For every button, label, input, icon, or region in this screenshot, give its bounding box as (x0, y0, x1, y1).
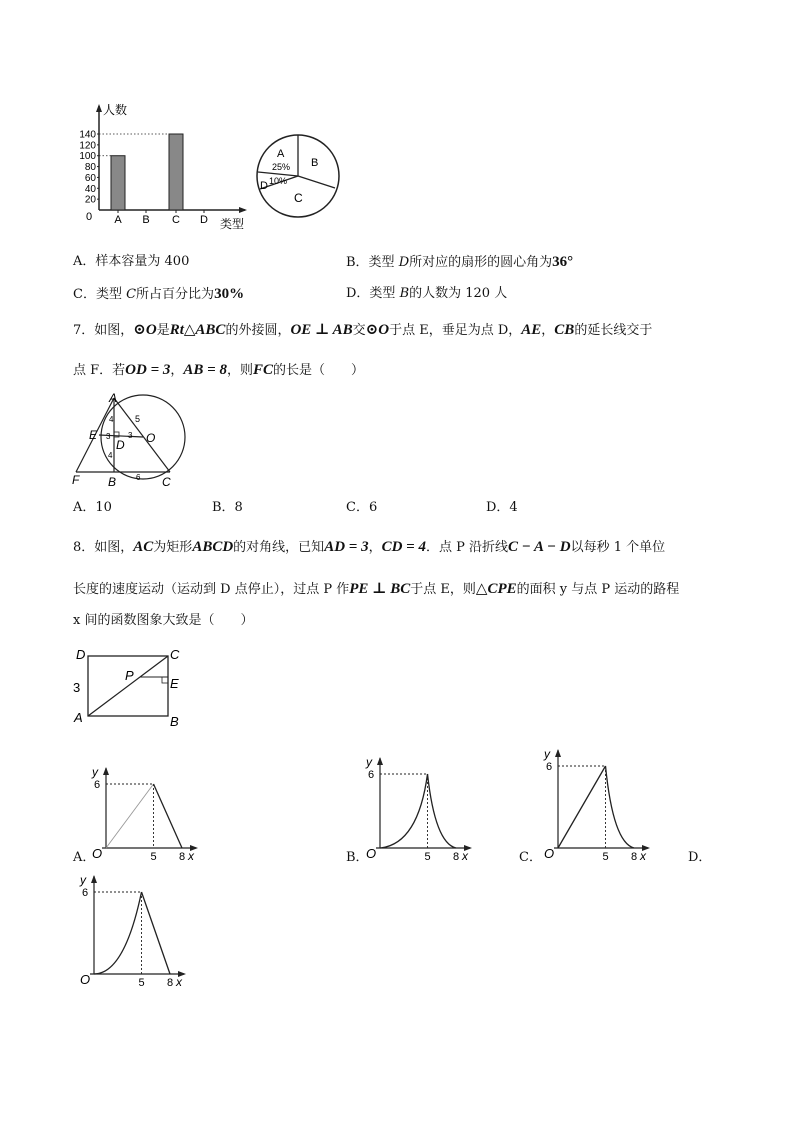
graph-curve-fall (606, 766, 635, 848)
graph-six-label: 6 (368, 769, 375, 781)
q8-stem-line3: x 间的函数图象大致是（ ） (73, 613, 254, 628)
graph-five-label: 5 (150, 851, 157, 862)
bar-y-tick-label: 120 (79, 140, 96, 152)
graph-y-label: y (92, 765, 98, 779)
q8-rectangle-figure (70, 644, 195, 736)
pie-chart (255, 132, 345, 222)
q8-label-c: C (170, 647, 180, 662)
pie-label-d-pct: 10% (269, 176, 288, 186)
graph-five-label: 5 (424, 851, 431, 862)
q6-option-c: C．类型 C所占百分比为30% (73, 286, 245, 302)
graph-x-label: x (188, 849, 194, 862)
q8-option-a-letter: A． (73, 850, 96, 865)
graph-x-label: x (176, 975, 182, 988)
q8-graph-b (362, 752, 487, 862)
q8-label-b: B (170, 714, 179, 729)
graph-curve-rise (94, 892, 142, 974)
q8-right-angle (162, 677, 168, 683)
bar-y-arrow (96, 104, 102, 112)
q7-note-4b: 4 (108, 451, 113, 460)
graph-y-label: y (544, 747, 550, 761)
bar-y-tick-label: 100 (79, 151, 96, 163)
bar-y-tick-label: 140 (79, 129, 96, 141)
graph-origin-label: O (80, 972, 91, 987)
q7-note-6: 6 (136, 473, 141, 482)
q7-option-a: A．10 (73, 500, 112, 515)
q7-option-b: B．8 (212, 500, 243, 515)
bar-y-label: 人数 (103, 103, 128, 117)
q8-stem-line1: 8．如图，AC为矩形ABCD的对角线，已知AD = 3，CD = 4．点 P 沿折线C − A − D以每秒 1 个单位 (73, 539, 666, 555)
pie-label-c: C (294, 191, 303, 205)
graph-six-label: 6 (82, 887, 89, 899)
graph-curve-rise (380, 774, 428, 848)
graph-eight-label: 8 (167, 977, 174, 988)
q7-label-d: D (116, 438, 125, 452)
bar-c (169, 134, 183, 210)
q8-label-p: P (125, 668, 134, 683)
bar-y-tick-label: 80 (84, 162, 96, 174)
graph-origin-label: O (366, 846, 377, 861)
q7-label-e: E (89, 428, 98, 442)
q7-label-b: B (108, 475, 117, 488)
q7-note-3b: 3 (106, 432, 111, 441)
bar-x-label: 类型 (220, 217, 245, 231)
graph-y-arrow (377, 757, 383, 765)
graph-y-label: y (80, 873, 86, 887)
bar-category-label: A (114, 214, 122, 226)
q8-note-3: 3 (73, 680, 81, 695)
bar-category-label: D (200, 214, 208, 226)
graph-five-label: 5 (138, 977, 145, 988)
bar-chart (70, 100, 260, 235)
q7-stem-line1: 7．如图，⊙O是Rt△ABC的外接圆，OE ⊥ AB交⊙O于点 E，垂足为点 D，AE，CB的延长线交于 (73, 322, 653, 338)
q7-note-5: 5 (135, 414, 141, 424)
graph-six-label: 6 (94, 779, 101, 791)
pie-label-a: A (277, 148, 285, 160)
graph-y-label: y (366, 755, 372, 769)
graph-eight-label: 8 (631, 851, 638, 862)
graph-x-label: x (640, 849, 646, 862)
bar-y-tick-label: 20 (84, 194, 96, 206)
graph-curve-fall (142, 892, 171, 974)
bar-y-tick-label: 40 (84, 183, 96, 195)
q6-option-b: B．类型 D所对应的扇形的圆心角为36° (346, 254, 574, 270)
q8-option-c-letter: C． (519, 850, 542, 865)
q7-note-4a: 4 (109, 415, 114, 424)
graph-x-label: x (462, 849, 468, 862)
graph-curve-fall (428, 774, 457, 848)
graph-five-label: 5 (602, 851, 609, 862)
graph-curve-fall (154, 784, 183, 848)
graph-eight-label: 8 (179, 851, 186, 862)
bar-origin: 0 (86, 211, 93, 223)
q7-option-d: D．4 (486, 500, 518, 515)
q7-line-ac (114, 398, 170, 472)
q8-option-d-letter: D． (688, 850, 712, 865)
q8-label-d: D (76, 647, 86, 662)
bar-x-arrow (239, 207, 247, 213)
q6-option-a: A．样本容量为 400 (73, 254, 190, 269)
q7-figure (70, 392, 200, 488)
q7-label-c: C (162, 475, 171, 488)
pie-label-a-pct: 25% (272, 162, 291, 172)
pie-label-d: D (260, 180, 268, 192)
q7-label-a: A (109, 392, 118, 405)
q8-label-a: A (74, 710, 83, 725)
graph-eight-label: 8 (453, 851, 460, 862)
q8-graph-d (76, 870, 206, 988)
q8-label-e: E (170, 676, 179, 691)
q8-option-b-letter: B． (346, 850, 369, 865)
graph-curve-rise (558, 766, 606, 848)
graph-y-arrow (91, 875, 97, 883)
q7-stem-line2: 点 F．若OD = 3，AB = 8，则FC的长是（ ） (73, 362, 364, 378)
q6-option-d: D．类型 B的人数为 120 人 (346, 286, 508, 301)
q7-label-o: O (146, 431, 156, 445)
q8-stem-line2: 长度的速度运动（运动到 D 点停止），过点 P 作PE ⊥ BC于点 E，则△CPE的面积 y 与点 P 运动的路程 (73, 581, 680, 597)
q7-label-f: F (72, 473, 80, 487)
bar-y-tick-label: 60 (84, 172, 96, 184)
graph-curve-rise (106, 784, 154, 848)
graph-y-arrow (103, 767, 109, 775)
graph-y-arrow (555, 749, 561, 757)
q8-diagonal-ac (88, 656, 168, 716)
q8-graph-c (540, 744, 670, 862)
pie-label-b: B (311, 157, 319, 169)
pie-divider-bc (298, 176, 335, 188)
q7-note-3: 3 (128, 431, 133, 440)
graph-origin-label: O (92, 846, 103, 861)
bar-category-label: B (142, 214, 150, 226)
q8-graph-a (88, 762, 213, 862)
bar-a (111, 156, 125, 210)
graph-six-label: 6 (546, 761, 553, 773)
graph-origin-label: O (544, 846, 555, 861)
bar-category-label: C (172, 214, 180, 226)
q7-option-c: C．6 (346, 500, 378, 515)
